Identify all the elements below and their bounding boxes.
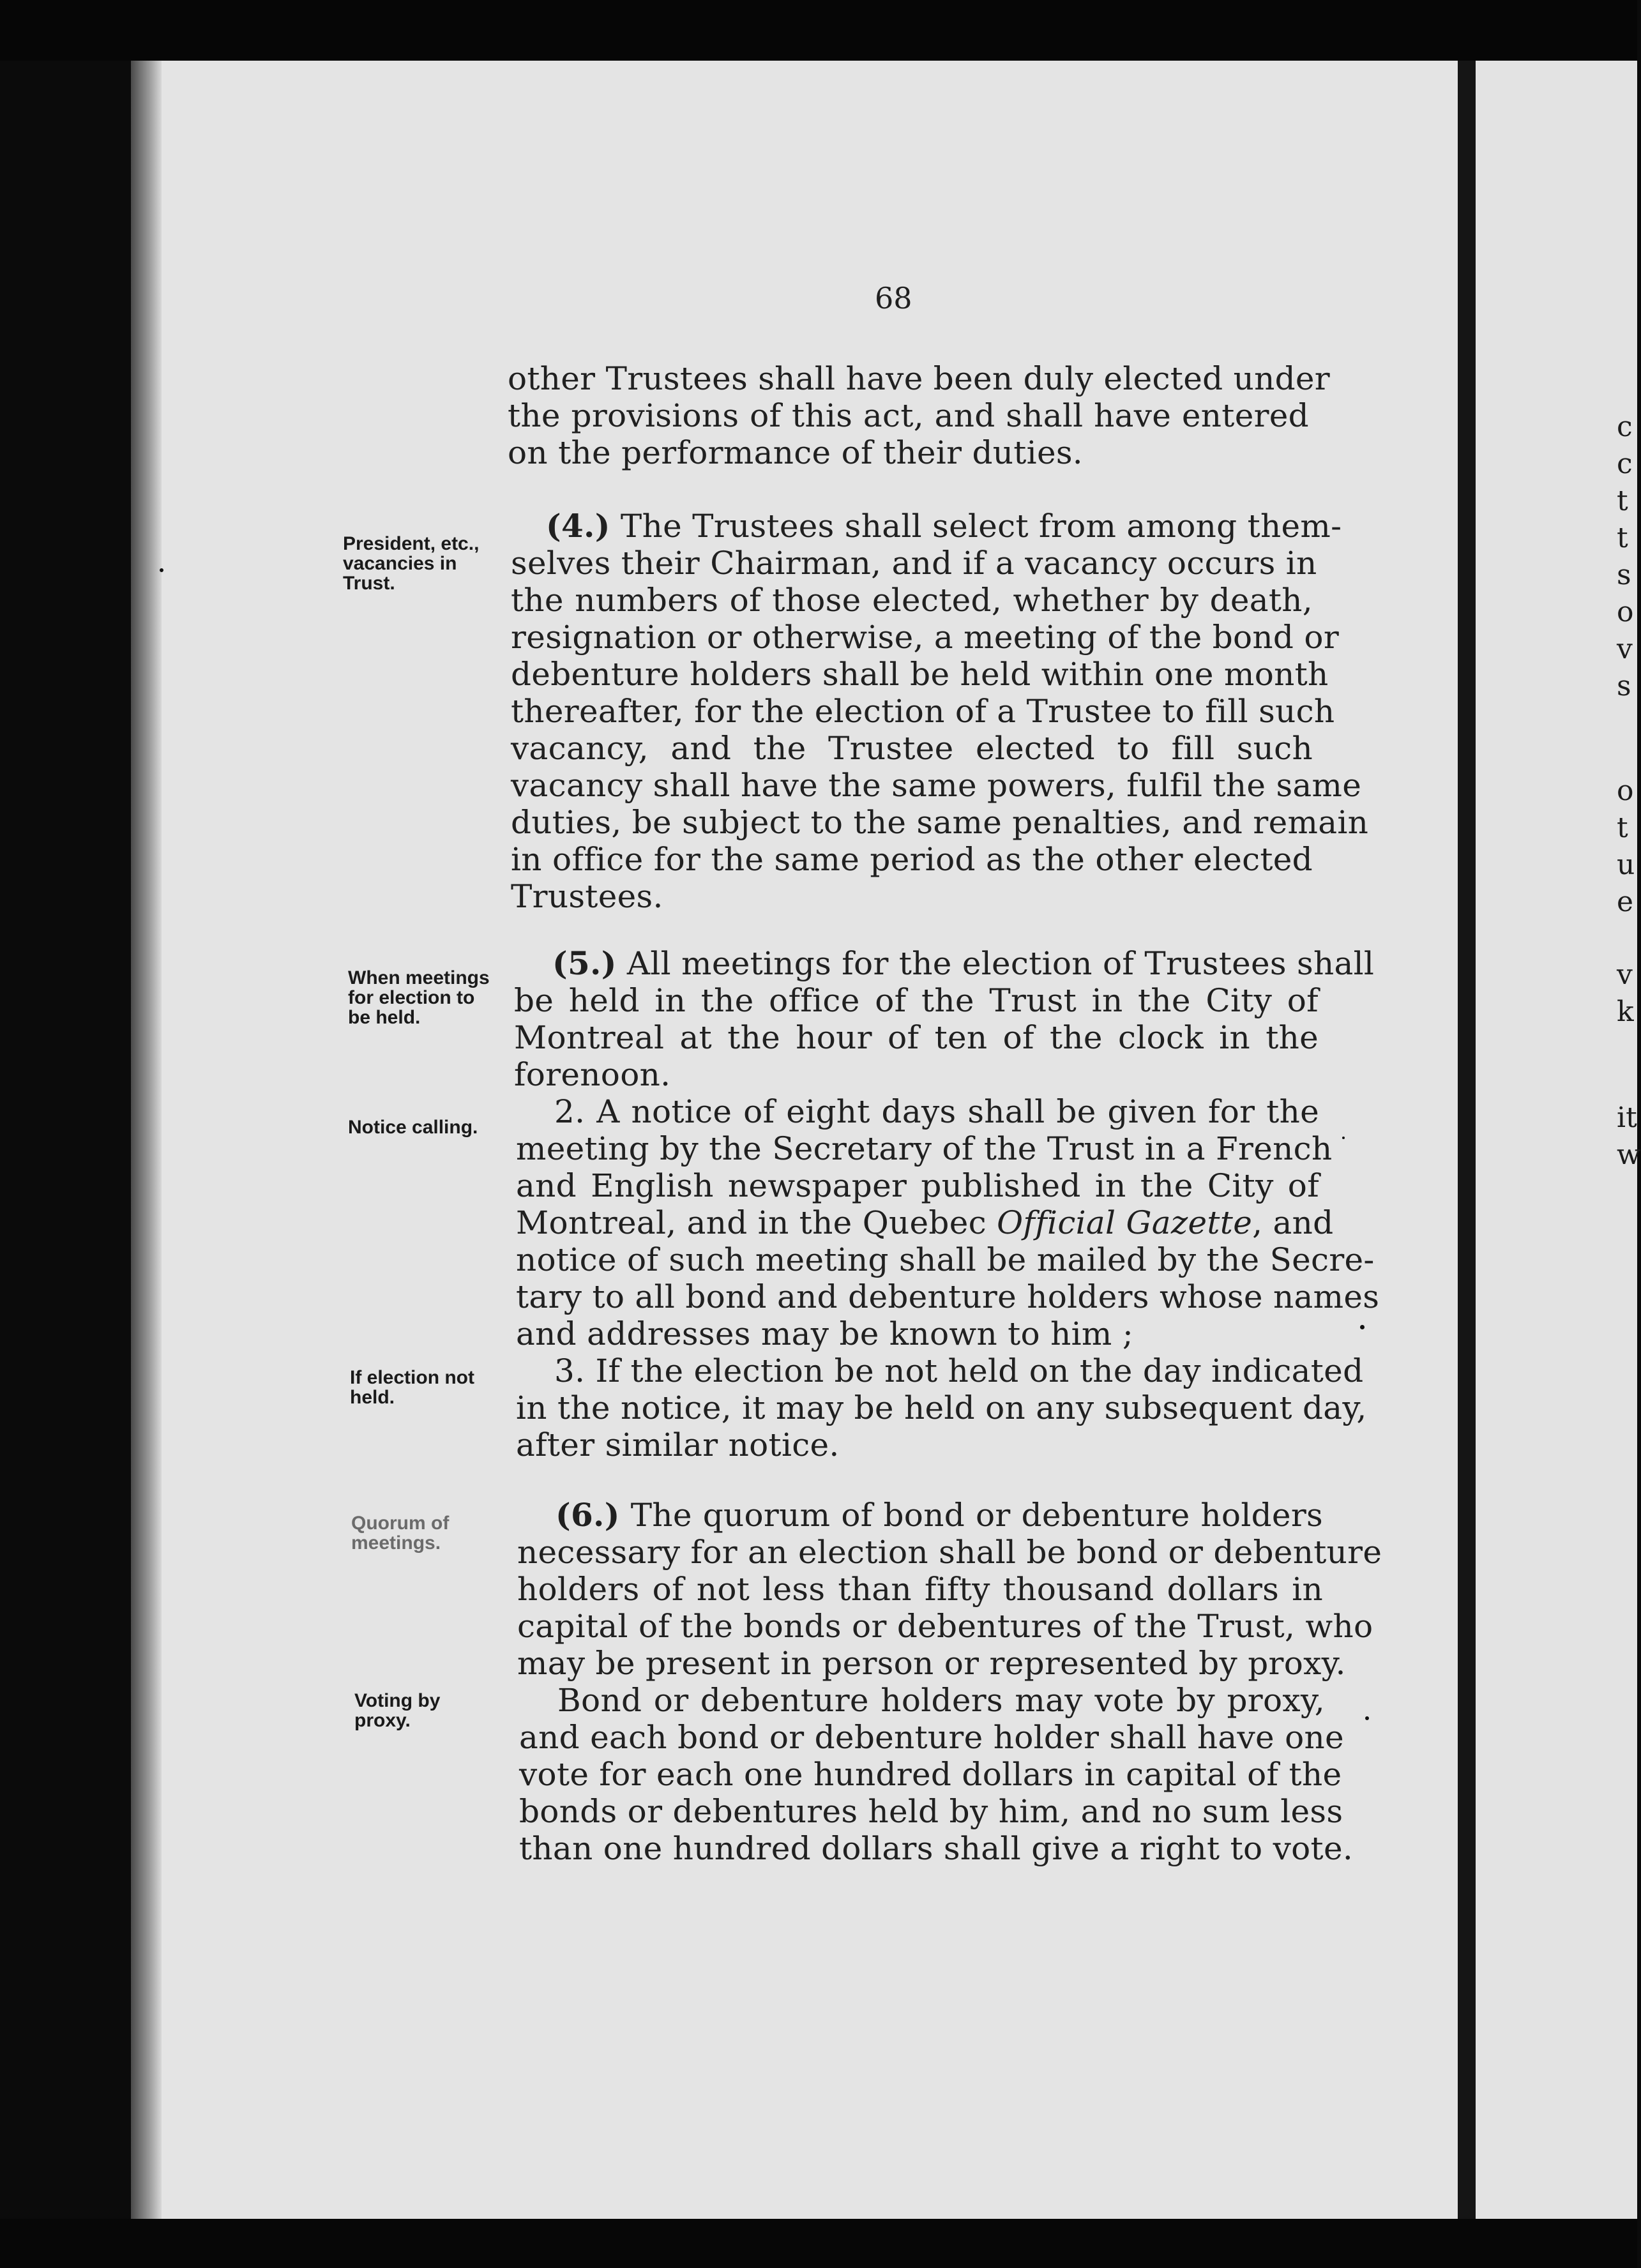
text-line: after similar notice. bbox=[516, 1426, 840, 1463]
facing-page-fragments bbox=[1617, 956, 1634, 1031]
text-line: selves their Chairman, and if a vacancy occurs in bbox=[511, 545, 1317, 582]
fragment: k bbox=[1617, 995, 1634, 1028]
margin-note-president: President, etc., vacancies in Trust. bbox=[343, 533, 480, 594]
text-line: holders of not less than fifty thousand dollars in bbox=[517, 1571, 1323, 1608]
paragraph-section-6-2 bbox=[519, 1682, 1354, 1867]
fragment: t bbox=[1617, 812, 1628, 844]
text-line: Montreal at the hour of ten of the clock in the bbox=[514, 1019, 1319, 1056]
scan-border-bottom bbox=[0, 2219, 1637, 2268]
fragment: v bbox=[1617, 633, 1633, 665]
text-line: tary to all bond and debenture holders whose names bbox=[516, 1278, 1380, 1315]
fragment: t bbox=[1617, 522, 1628, 554]
fragment: v bbox=[1617, 958, 1633, 991]
fragment: c bbox=[1617, 411, 1633, 443]
scan-speck bbox=[1342, 1137, 1345, 1139]
text-line: the numbers of those elected, whether by death, bbox=[511, 582, 1313, 619]
section-number: (4.) bbox=[546, 507, 610, 545]
facing-page-fragments bbox=[1617, 773, 1635, 921]
official-gazette-italic: Official Gazette bbox=[997, 1204, 1253, 1241]
scan-speck bbox=[160, 568, 163, 572]
text-line: (5.) All meetings for the election of Trustees shall bbox=[552, 944, 1375, 982]
text-line: capital of the bonds or debentures of the Trust, who bbox=[517, 1608, 1373, 1645]
fragment: s bbox=[1617, 559, 1631, 591]
fragment: o bbox=[1617, 596, 1634, 628]
fragment: c bbox=[1617, 448, 1633, 480]
text-line: duties, be subject to the same penalties, and remain bbox=[511, 804, 1369, 841]
margin-note-notice-calling: Notice calling. bbox=[348, 1117, 478, 1138]
paragraph-section-5-3 bbox=[516, 1352, 1367, 1463]
text-line: 3. If the election be not held on the day indicated bbox=[554, 1352, 1364, 1389]
fragment: e bbox=[1617, 886, 1634, 918]
text-line: may be present in person or represented by proxy. bbox=[517, 1645, 1346, 1682]
text-line: be held in the office of the Trust in the City of bbox=[514, 982, 1319, 1019]
text-line: resignation or otherwise, a meeting of the bond or bbox=[511, 619, 1340, 656]
text-line: and addresses may be known to him ; bbox=[516, 1315, 1133, 1352]
text-line: debenture holders shall be held within one month bbox=[511, 656, 1329, 693]
text-line: vacancy shall have the same powers, fulfil the same bbox=[511, 767, 1362, 804]
text-line: forenoon. bbox=[514, 1056, 671, 1093]
margin-note-voting: Voting by proxy. bbox=[354, 1690, 441, 1731]
text-line: thereafter, for the election of a Trustee to fill such bbox=[511, 693, 1335, 730]
fragment: u bbox=[1617, 849, 1635, 881]
text-line: on the performance of their duties. bbox=[508, 434, 1084, 471]
text-line: 2. A notice of eight days shall be given for the bbox=[554, 1093, 1319, 1130]
fragment: it bbox=[1617, 1101, 1637, 1134]
fragment: s bbox=[1617, 670, 1631, 702]
text-line: Montreal, and in the Quebec Official Gazette, and bbox=[516, 1204, 1334, 1241]
text-line: and English newspaper published in the City of bbox=[516, 1167, 1319, 1204]
section-number: (5.) bbox=[552, 944, 617, 982]
page-gutter bbox=[1458, 61, 1476, 2219]
page-number: 68 bbox=[875, 281, 912, 315]
text-line: Trustees. bbox=[511, 878, 663, 915]
text-line: Bond or debenture holders may vote by proxy, bbox=[557, 1682, 1325, 1719]
text-line: than one hundred dollars shall give a right to vote. bbox=[519, 1830, 1354, 1867]
margin-note-quorum: Quorum of meetings. bbox=[351, 1513, 450, 1554]
facing-page-fragments bbox=[1617, 1100, 1641, 1174]
section-number: (6.) bbox=[556, 1496, 620, 1534]
margin-note-when-meetings: When meetings for election to be held. bbox=[348, 967, 490, 1028]
text-line: necessary for an election shall be bond or debenture bbox=[517, 1534, 1382, 1571]
scan-speck bbox=[1365, 1716, 1369, 1720]
text-line: in the notice, it may be held on any subsequent day, bbox=[516, 1389, 1367, 1426]
text-line: vote for each one hundred dollars in capital of the bbox=[519, 1756, 1342, 1793]
text-line: notice of such meeting shall be mailed by the Secre- bbox=[516, 1241, 1375, 1278]
paragraph-section-4 bbox=[511, 507, 1369, 915]
page-binding-shadow bbox=[131, 61, 162, 2219]
text-line: (4.) The Trustees shall select from among them- bbox=[546, 507, 1342, 545]
text-line: the provisions of this act, and shall have entered bbox=[508, 397, 1309, 434]
paragraph-section-6 bbox=[517, 1496, 1382, 1682]
text-line: in office for the same period as the other elected bbox=[511, 841, 1313, 878]
facing-page-edge bbox=[1476, 61, 1637, 2219]
text-line: meeting by the Secretary of the Trust in a French bbox=[516, 1130, 1333, 1167]
text-line: vacancy, and the Trustee elected to fill such bbox=[511, 730, 1313, 767]
scan-speck bbox=[1360, 1325, 1365, 1329]
text-line: and each bond or debenture holder shall have one bbox=[519, 1719, 1344, 1756]
text-line: (6.) The quorum of bond or debenture holders bbox=[556, 1496, 1323, 1534]
fragment: o bbox=[1617, 775, 1634, 807]
paragraph-intro bbox=[508, 360, 1330, 471]
paragraph-section-5 bbox=[514, 944, 1375, 1093]
margin-note-if-election: If election not held. bbox=[350, 1367, 474, 1408]
text-line: other Trustees shall have been duly elected under bbox=[508, 360, 1330, 397]
text-line: bonds or debentures held by him, and no sum less bbox=[519, 1793, 1343, 1830]
fragment: w bbox=[1617, 1138, 1641, 1171]
fragment: t bbox=[1617, 485, 1628, 517]
paragraph-section-5-2 bbox=[516, 1093, 1380, 1352]
facing-page-fragments bbox=[1617, 409, 1634, 705]
scan-border-top bbox=[0, 0, 1637, 61]
